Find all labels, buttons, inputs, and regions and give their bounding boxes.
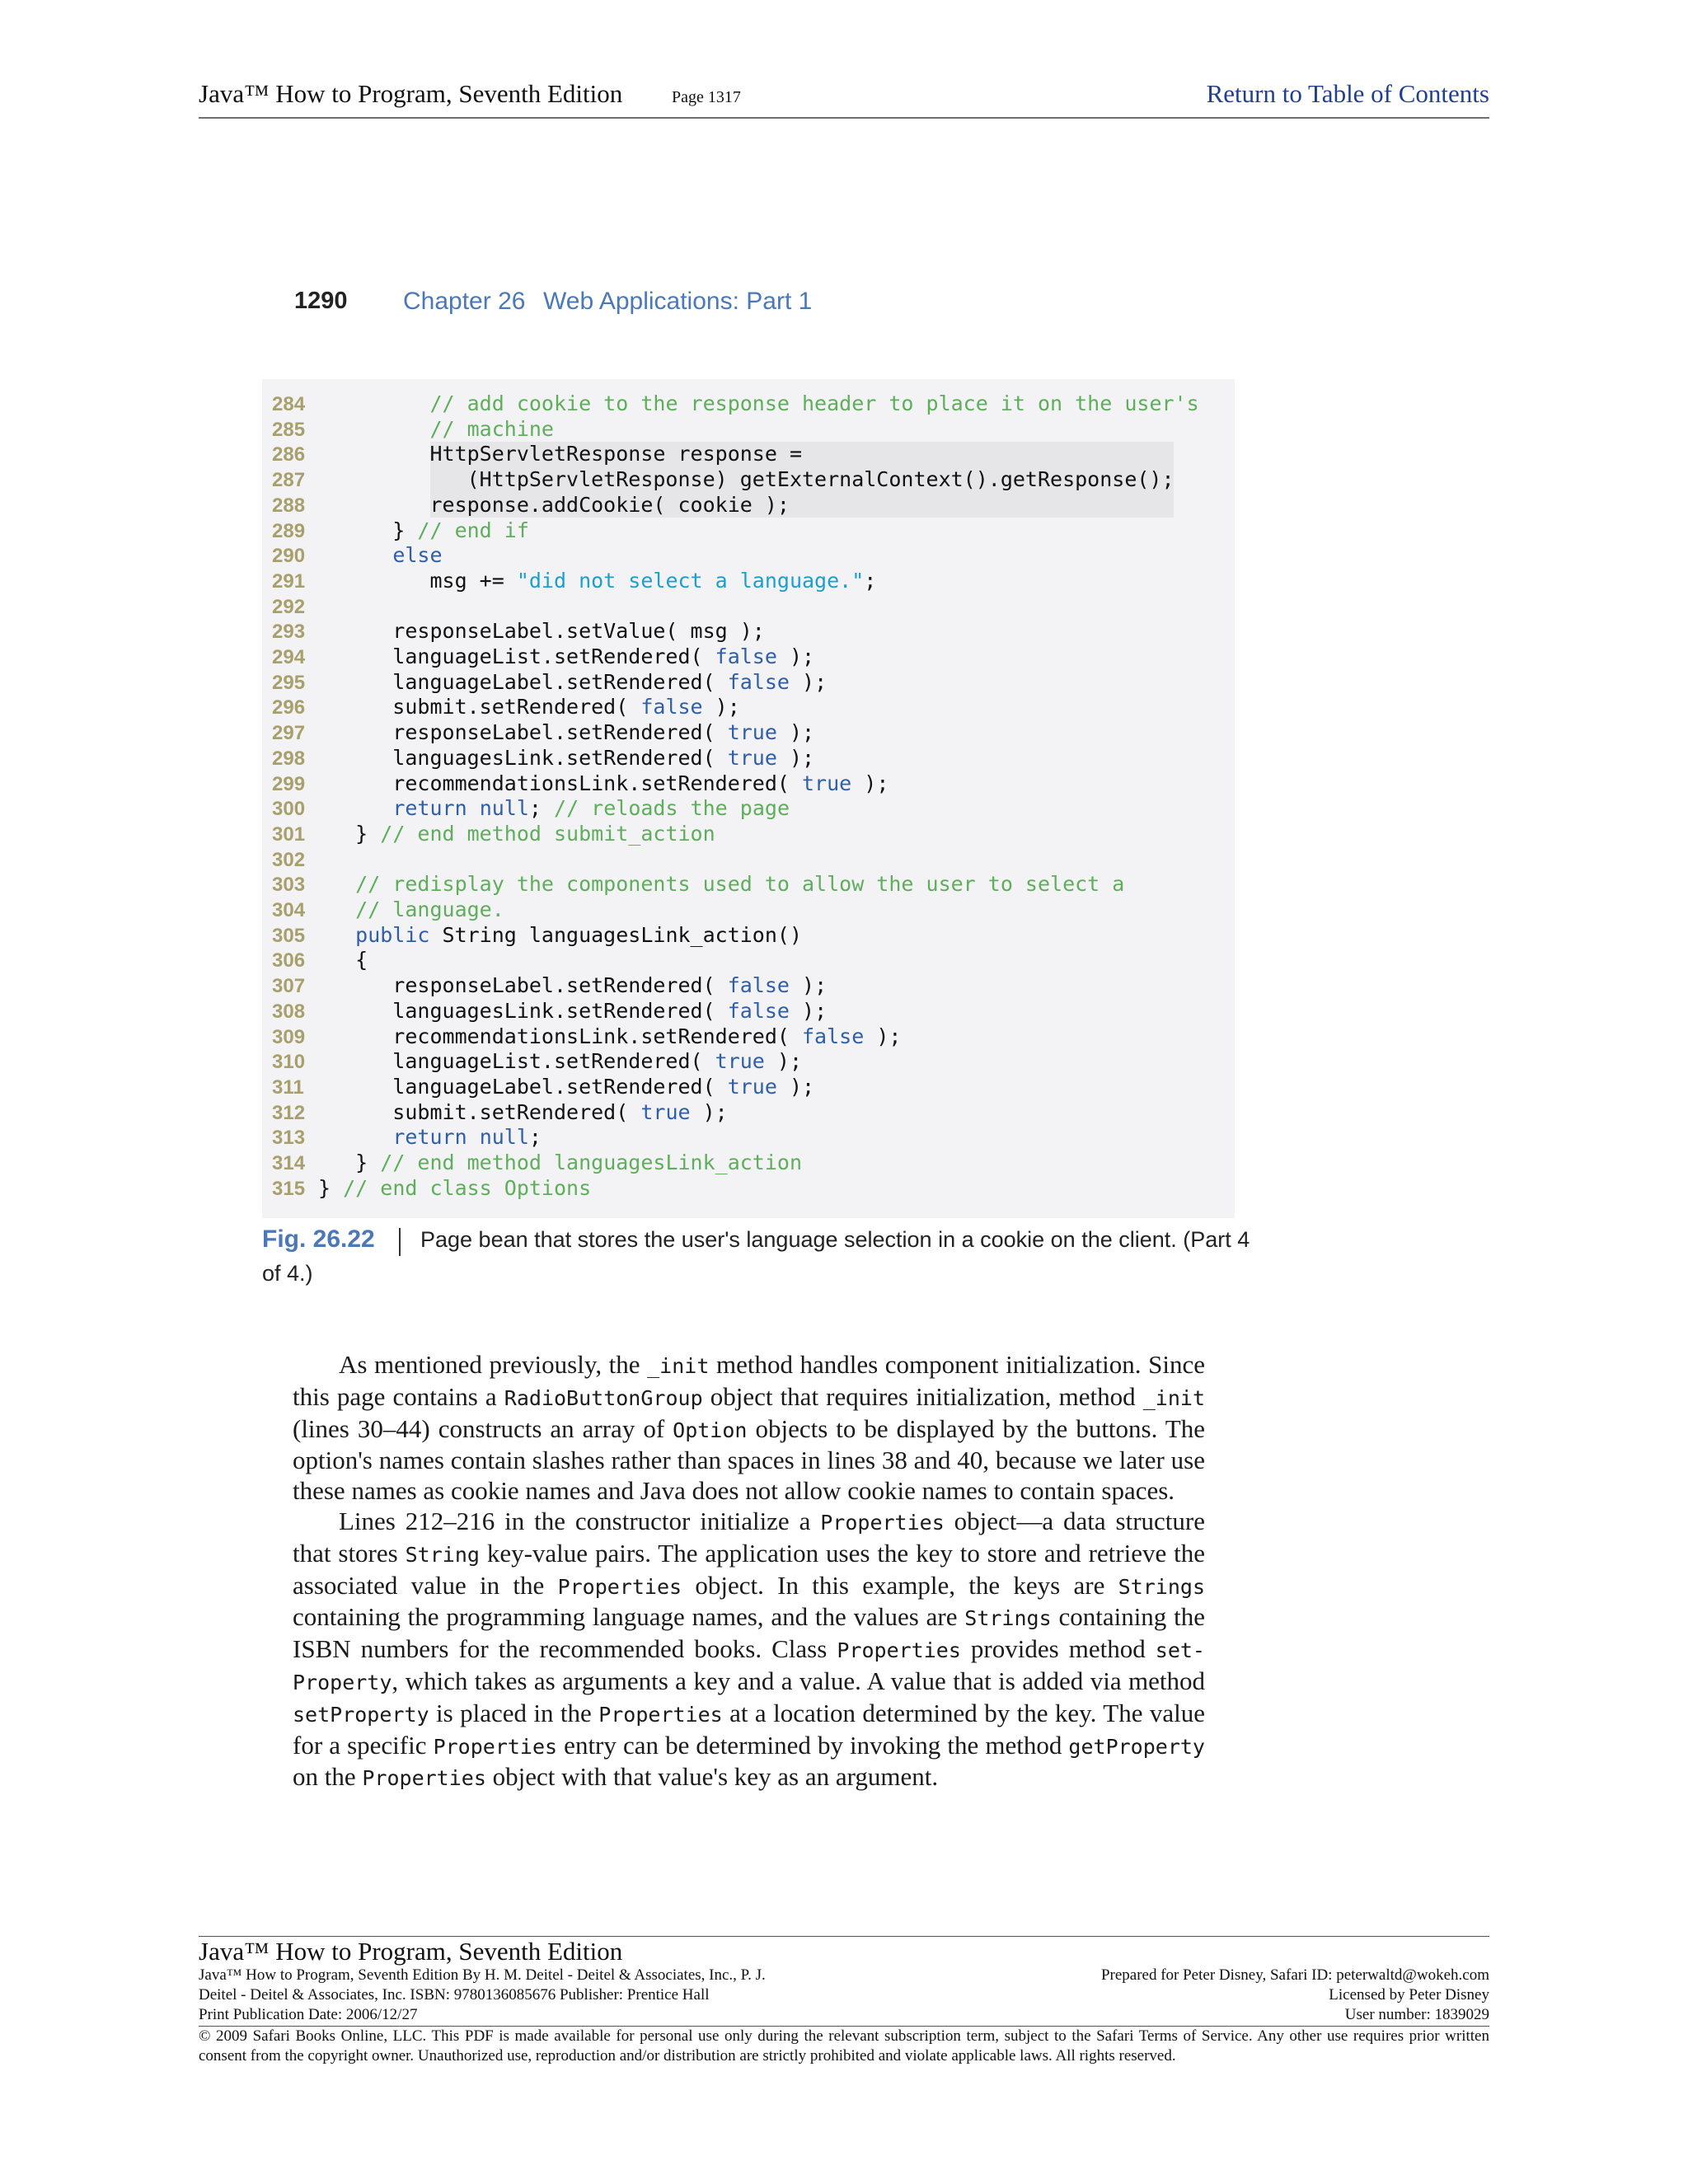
printed-page-number: 1290 <box>294 288 348 314</box>
line-number: 303 <box>272 874 306 897</box>
figure-label: Fig. 26.22 <box>262 1226 375 1253</box>
code-line-295 <box>272 670 827 696</box>
code-text: // add cookie to the response header to place it on the user's <box>429 391 1199 415</box>
line-number: 311 <box>272 1076 304 1099</box>
code-text: languageLabel.setRendered( true ); <box>318 1074 815 1099</box>
line-number: 299 <box>272 772 306 795</box>
table-of-contents-link[interactable]: Return to Table of Contents <box>1206 79 1489 108</box>
code-line-303 <box>272 872 1124 898</box>
line-number: 307 <box>272 975 306 998</box>
line-number: 301 <box>272 823 306 846</box>
code-text: return null; // reloads the page <box>392 796 790 821</box>
line-number: 304 <box>272 899 306 921</box>
code-text: } // end method languagesLink_action <box>318 1151 803 1174</box>
paragraph-init-method: As mentioned previously, the _init method handles component initialization. Since this page contains a RadioButtonGroup object that requires initialization, method _init (lines 30–44) constructs an array of Option objects to be displayed by the buttons. The option's names contain slashes rather than spaces in lines 38 and 40, because we later use these names as cookie names and Java does not allow cookie names to contain spaces. <box>293 1350 1205 1506</box>
line-number: 306 <box>272 949 306 972</box>
code-line-305 <box>272 923 802 949</box>
code-text: // redisplay the components used to allow the user to select a <box>355 872 1125 897</box>
inline-code: _init <box>1142 1385 1205 1410</box>
code-text: languagesLink.setRendered( true ); <box>318 745 815 770</box>
line-number: 302 <box>272 848 306 871</box>
line-number: 293 <box>272 621 306 644</box>
paragraph-properties-object: Lines 212–216 in the constructor initialize a Properties object—a data structure that stores String key-value pairs. The application uses the key to store and retrieve the associated value in the Properties object. In this example, the keys are Strings containing the programming language names, and the values are Strings containing the ISBN numbers for the recommended books. Class Properties provides method set-Property, which takes as arguments a key and a value. A value that is added via method setProperty is placed in the Properties at a location determined by the key. The value for a specific Properties entry can be determined by invoking the method getProperty on the Properties object with that value's key as an argument. <box>293 1506 1206 1792</box>
inline-code: Properties <box>820 1510 945 1535</box>
code-line-285 <box>272 417 554 443</box>
inline-code: Properties <box>598 1702 723 1727</box>
code-line-304 <box>272 898 504 923</box>
code-line-313 <box>272 1125 542 1151</box>
code-line-309 <box>272 1024 901 1050</box>
line-number: 315 <box>272 1177 306 1200</box>
code-line-308 <box>272 999 827 1024</box>
code-line-288 <box>272 493 790 518</box>
code-text: submit.setRendered( true ); <box>318 1099 728 1124</box>
line-number: 313 <box>272 1127 306 1150</box>
footer-license-info <box>1101 1966 1489 2025</box>
code-text: return null; <box>392 1125 542 1150</box>
line-number: 295 <box>272 671 306 694</box>
code-line-302 <box>272 847 318 873</box>
code-text: languageList.setRendered( true ); <box>318 1049 803 1074</box>
inline-code: Properties <box>557 1574 682 1599</box>
code-text: languagesLink.setRendered( false ); <box>318 998 828 1023</box>
code-text: recommendationsLink.setRendered( false ); <box>318 1024 902 1048</box>
footer-publication-info <box>199 1966 766 2025</box>
inline-code: setProperty <box>293 1702 429 1727</box>
header-book-title: Java™ How to Program, Seventh Edition <box>199 79 623 108</box>
line-number: 298 <box>272 747 306 770</box>
code-text: public String languagesLink_action() <box>355 922 803 947</box>
inline-code: Properties <box>433 1734 558 1759</box>
code-line-310 <box>272 1049 802 1075</box>
inline-code: _init <box>647 1354 710 1378</box>
code-line-300 <box>272 796 790 822</box>
code-text: recommendationsLink.setRendered( true ); <box>318 771 889 795</box>
code-line-292 <box>272 594 318 620</box>
code-line-298 <box>272 746 814 771</box>
code-line-314 <box>272 1151 802 1176</box>
footer-authors: Java™ How to Program, Seventh Edition By H. M. Deitel - Deitel & Associates, Inc., P. J. <box>199 1966 766 1984</box>
code-text: languageList.setRendered( false ); <box>318 644 815 668</box>
code-text: (HttpServletResponse) getExternalContext().getResponse(); <box>318 467 1175 492</box>
line-number: 312 <box>272 1101 306 1124</box>
line-number: 309 <box>272 1025 306 1048</box>
inline-code: Strings <box>1118 1574 1205 1599</box>
code-text: responseLabel.setValue( msg ); <box>318 619 765 644</box>
code-text: { <box>318 948 368 972</box>
line-number: 286 <box>272 443 306 466</box>
code-line-294 <box>272 644 814 670</box>
inline-code: Properties <box>362 1766 486 1791</box>
footer-licensed-by: Licensed by Peter Disney <box>1329 1986 1489 2004</box>
header-page-label: Page 1317 <box>672 88 741 106</box>
code-line-290 <box>272 543 443 569</box>
inline-code: RadioButtonGroup <box>504 1385 703 1410</box>
code-line-307 <box>272 973 827 999</box>
footer-prepared-for: Prepared for Peter Disney, Safari ID: peterwaltd@wokeh.com <box>1100 1966 1489 1984</box>
code-line-291 <box>272 569 876 594</box>
code-line-306 <box>272 948 368 973</box>
code-line-287 <box>272 467 1175 493</box>
inline-code: set-Property <box>293 1638 1205 1694</box>
line-number: 314 <box>272 1152 306 1174</box>
code-text: // language. <box>355 898 504 921</box>
line-number: 297 <box>272 722 306 745</box>
code-text: languageLabel.setRendered( false ); <box>318 669 828 694</box>
footer-book-title: Java™ How to Program, Seventh Edition <box>199 1937 623 1966</box>
line-number: 296 <box>272 696 306 719</box>
code-line-289 <box>272 518 529 544</box>
code-line-311 <box>272 1075 814 1100</box>
code-line-293 <box>272 619 765 644</box>
code-line-315 <box>272 1176 591 1202</box>
code-text: response.addCookie( cookie ); <box>318 492 790 517</box>
figure-caption-line1: Page bean that stores the user's language selection in a cookie on the client. (Part 4 <box>420 1227 1250 1252</box>
line-number: 285 <box>272 418 306 441</box>
footer-isbn: Deitel - Deitel & Associates, Inc. ISBN: 9780136085676 Publisher: Prentice Hall <box>199 1986 710 2004</box>
code-text: } // end if <box>318 518 529 542</box>
chapter-label: Chapter 26 <box>403 288 526 315</box>
inline-code: String <box>405 1542 480 1567</box>
code-text: HttpServletResponse response = <box>318 442 802 466</box>
line-number: 305 <box>272 924 306 947</box>
code-text: } // end class Options <box>318 1175 592 1200</box>
line-number: 290 <box>272 545 306 568</box>
caption-separator <box>399 1228 401 1256</box>
code-text: submit.setRendered( false ); <box>318 695 740 719</box>
chapter-title: Web Applications: Part 1 <box>543 288 813 315</box>
footer-pub-date: Print Publication Date: 2006/12/27 <box>199 2006 418 2023</box>
code-text: // machine <box>429 416 554 441</box>
code-line-284 <box>272 391 1199 417</box>
inline-code: Option <box>673 1418 748 1442</box>
line-number: 292 <box>272 595 306 618</box>
line-number: 291 <box>272 569 306 593</box>
line-number: 310 <box>272 1051 306 1074</box>
line-number: 300 <box>272 798 306 821</box>
code-text: } // end method submit_action <box>318 821 715 846</box>
code-line-312 <box>272 1100 728 1126</box>
inline-code: getProperty <box>1068 1734 1205 1759</box>
footer-user-number: User number: 1839029 <box>1344 2006 1489 2023</box>
line-number: 287 <box>272 469 306 492</box>
line-number: 308 <box>272 1000 306 1023</box>
header-divider <box>199 117 1489 119</box>
figure-caption-line2: of 4.) <box>262 1261 313 1286</box>
code-line-286 <box>272 442 802 467</box>
line-number: 289 <box>272 519 306 542</box>
line-number: 294 <box>272 646 306 668</box>
footer-copyright: © 2009 Safari Books Online, LLC. This PDF is made available for personal use only during the relevant subscription term, subject to the Safari Terms of Service. Any other use requires prior written consent from the copyright owner. Unauthorized use, reproduction and/or distribution are strictly prohibited and violate applicable laws. All rights reserved. <box>199 2027 1489 2064</box>
code-line-297 <box>272 720 814 746</box>
code-text: else <box>392 543 443 568</box>
line-number: 284 <box>272 393 306 415</box>
code-text: msg += "did not select a language."; <box>318 568 877 593</box>
code-line-299 <box>272 771 889 797</box>
code-line-296 <box>272 695 740 720</box>
body-text <box>293 1350 1205 1794</box>
code-text: responseLabel.setRendered( true ); <box>318 720 815 745</box>
inline-code: Properties <box>837 1638 961 1663</box>
line-number: 288 <box>272 494 306 517</box>
inline-code: Strings <box>964 1606 1052 1631</box>
code-text: responseLabel.setRendered( false ); <box>318 973 828 998</box>
code-line-301 <box>272 822 715 847</box>
